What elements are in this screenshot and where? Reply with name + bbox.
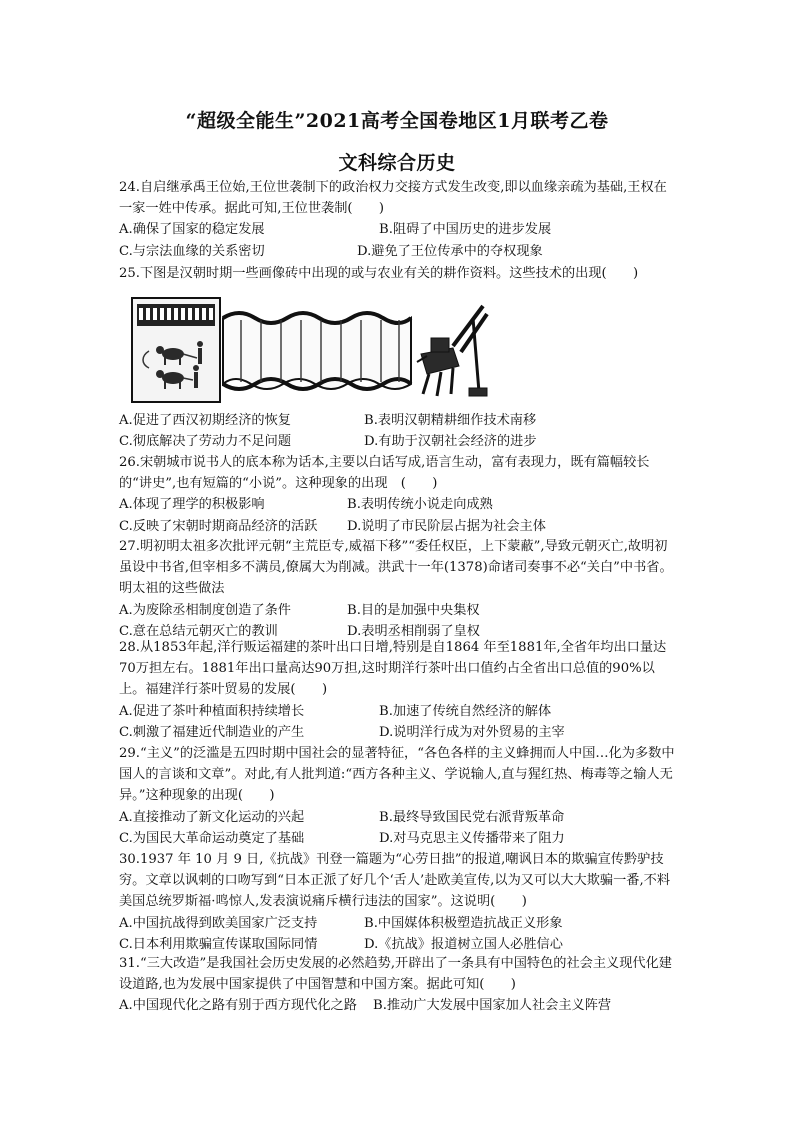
option-a: A.为废除丞相制度创造了条件 <box>119 602 291 618</box>
option-c: C.意在总结元朝灭亡的教训 <box>119 623 278 639</box>
question-stem: 27.明初明太祖多次批评元朝“主荒臣专,威福下移”“委任权臣，上下蒙蔽”,导致元朝灭亡,故明初虽设中书省,但宰相多不满员,僚属大为削减。洪武十一年(1378)命诸司奏事不必“关白”中书省。明太祖的这些做法 <box>119 539 673 597</box>
option-d: D.说明了市民阶层占据为社会主体 <box>347 518 546 534</box>
option-c: C.反映了宋朝时期商品经济的活跃 <box>119 518 318 534</box>
question-stem: 30.1937 年 10 月 9 日,《抗战》刊登一篇题为“心劳日拙”的报道,嘲讽日本的欺骗宣传黔驴技穷。文章以讽刺的口吻写到“日本正派了好几个‘舌人’赴欧美宣传,以为又可以大大欺骗一番,不料美国总统罗斯福·鸣惊人,发表演说痛斥横行违法的国家”。这说明( ) <box>119 852 671 910</box>
option-b: B.表明汉朝精耕细作技术南移 <box>364 413 537 428</box>
question-25-options <box>119 410 679 452</box>
option-a: A.中国抗战得到欧美国家广泛支持 <box>119 915 318 931</box>
option-a: A.直接推动了新文化运动的兴起 <box>119 809 305 825</box>
option-b: B.最终导致国民党右派背叛革命 <box>379 809 565 825</box>
question-stem: 29.“主义”的泛滥是五四时期中国社会的显著特征，“各色各样的主义蜂拥而人中国…化为多数中国人的言谈和文章”。对此,有人批判道:“西方各种主义、学说输人,直与猩红热、梅毒等之输人无异。”这种现象的出现( ) <box>119 746 675 804</box>
option-c: C.彻底解决了劳动力不足问题 <box>119 434 292 450</box>
option-a: A.中国现代化之路有别于西方现代化之路 <box>119 998 357 1014</box>
option-c: C.日本利用欺骗宣传谋取国际同情 <box>119 936 318 952</box>
option-a: A.促进了西汉初期经济的恢复 <box>119 413 291 428</box>
exam-subtitle: 文科综合历史 <box>338 152 456 174</box>
option-b: B.中国媒体积极塑造抗战正义形象 <box>364 915 563 931</box>
option-b: B.推动广大发展中国家加人社会主义阵营 <box>373 998 612 1014</box>
option-b: B.阻碍了中国历史的进步发展 <box>379 222 552 238</box>
question-30 <box>119 849 679 955</box>
question-stem: 28.从1853年起,洋行贩运福建的茶叶出口日增,特别是自1864 年至1881年,全省年均出口量达70万担左右。1881年出口量高达90万担,这时期洋行茶叶出口值约占全省出口总值的90%以上。福建洋行茶叶贸易的发展( ) <box>119 640 667 698</box>
option-b: B.目的是加强中央集权 <box>347 602 480 618</box>
option-b: B.加速了传统自然经济的解体 <box>379 703 552 719</box>
farming-images-icon <box>131 296 491 408</box>
option-b: B.表明传统小说走向成熟 <box>347 497 493 513</box>
option-d: D.《抗战》报道树立国人必胜信心 <box>364 936 563 952</box>
question-25 <box>119 263 679 284</box>
question-26 <box>119 452 679 537</box>
question-24 <box>119 177 679 262</box>
exam-title: “超级全能生”2021高考全国卷地区1月联考乙卷 <box>185 110 609 132</box>
question-31 <box>119 953 679 1017</box>
question-stem: 26.宋朝城市说书人的底本称为话本,主要以白话写成,语言生动，富有表现力，既有篇幅较长的“讲史”,也有短篇的“小说”。这种现象的出现 ( ) <box>119 455 650 492</box>
option-c: C.刺激了福建近代制造业的产生 <box>119 724 305 740</box>
option-d: D.说明洋行成为对外贸易的主宰 <box>379 724 565 740</box>
question-stem: 31.“三大改造”是我国社会历史发展的必然趋势,开辟出了一条具有中国特色的社会主义现代化建设道路,也为发展中国家提供了中国智慧和中国方案。据此可知( ) <box>119 956 672 993</box>
question-stem: 25.下图是汉朝时期一些画像砖中出现的或与农业有关的耕作资料。这些技术的出现( ) <box>119 266 639 281</box>
question-27 <box>119 536 679 642</box>
question-stem: 24.自启继承禹王位始,王位世袭制下的政治权力交接方式发生改变,即以血缘亲疏为基础,王权在一家一姓中传承。据此可知,王位世袭制( ) <box>119 180 667 217</box>
option-c: C.与宗法血缘的关系密切 <box>119 243 265 259</box>
option-d: D.有助于汉朝社会经济的进步 <box>364 434 537 450</box>
question-28 <box>119 637 679 743</box>
option-d: D.表明丞相削弱了皇权 <box>347 623 480 639</box>
option-a: A.确保了国家的稳定发展 <box>119 222 265 238</box>
option-d: D.对马克思主义传播带来了阻力 <box>379 830 565 846</box>
option-c: C.为国民大革命运动奠定了基础 <box>119 830 305 846</box>
question-29 <box>119 743 679 849</box>
option-d: D.避免了王位传承中的夺权现象 <box>357 243 543 259</box>
option-a: A.体现了理学的积极影响 <box>119 497 265 513</box>
han-brick-farming-figure <box>131 296 491 408</box>
option-a: A.促进了茶叶种植面积持续增长 <box>119 703 305 719</box>
